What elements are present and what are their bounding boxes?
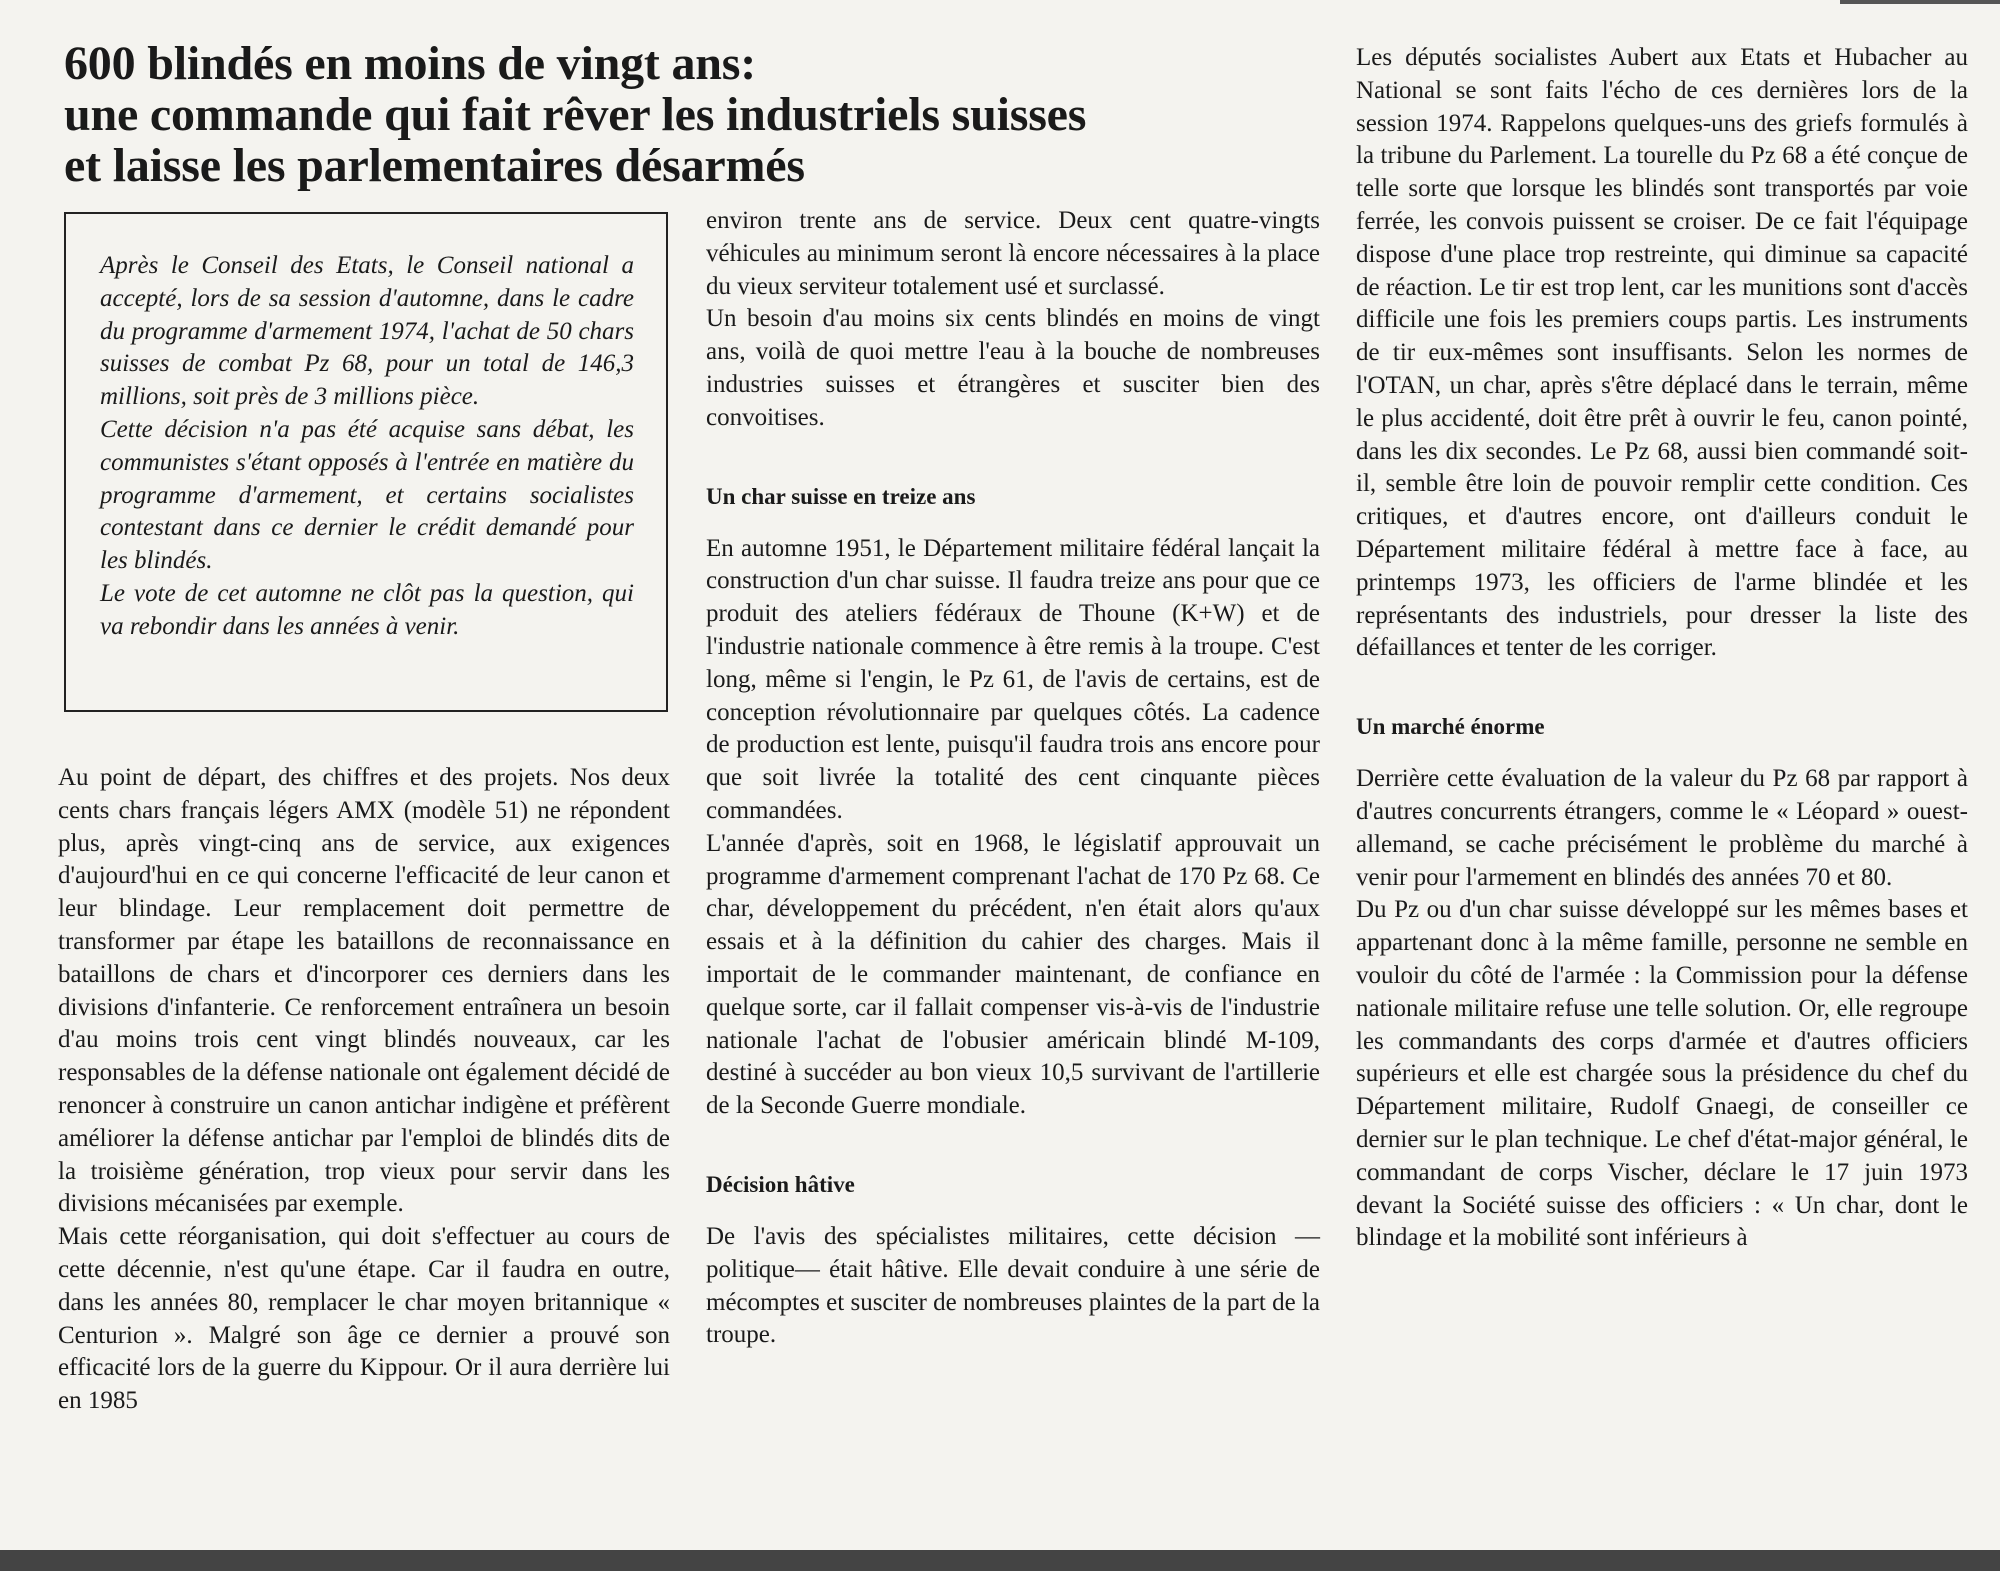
scan-bottom-edge <box>0 1550 2000 1571</box>
intro-paragraph: Cette décision n'a pas été acquise sans débat, les communistes s'étant opposés à l'entrée en matière du programme d'armement, et certains socialistes contestant dans ce dernier le crédit demandé pour les blindés. <box>100 415 634 575</box>
headline-line-2: une commande qui fait rêver les industriels suisses <box>64 88 1087 141</box>
scan-edge-mark <box>1840 0 2000 4</box>
body-paragraph: Les députés socialistes Aubert aux Etats et Hubacher au National se sont faits l'écho de ces dernières lors de la session 1974. Rappelons quelques-uns des griefs formulés à la tribune du Parlement. La tourelle du Pz 68 a été conçue de telle sorte que lorsque les blindés sont transportés par voie ferrée, les convois puissent se croiser. De ce fait l'équipage dispose d'une place trop restreinte, qui diminue sa capacité de réaction. Le tir est trop lent, car les munitions sont d'accès difficile une fois les premiers coups partis. Les instruments de tir eux-mêmes sont insuffisants. Selon les normes de l'OTAN, un char, après s'être déplacé dans le terrain, même le plus accidenté, doit être prêt à ouvrir le feu, canon pointé, dans les dix secondes. Le Pz 68, aussi bien commandé soit-il, semble être loin de pouvoir remplir cette condition. Ces critiques, et d'autres encore, ont d'ailleurs conduit le Département militaire fédéral à mettre face à face, au printemps 1973, les officiers de l'arme blindée et les représentants des industriels, pour dresser la liste des défaillances et tenter de les corriger. <box>1356 44 1968 662</box>
headline-line-3: et laisse les parlementaires désarmés <box>64 139 805 192</box>
article-column-2 <box>706 205 1320 1352</box>
body-paragraph: Au point de départ, des chiffres et des projets. Nos deux cents chars français légers AMX (modèle 51) ne répondent plus, après vingt-cinq ans de service, aux exigences d'aujourd'hui en ce qui concerne l'efficacité de leur canon et leur blindage. Leur remplacement doit permettre de transformer par étape les bataillons de reconnaissance en bataillons de chars et d'incorporer ces derniers dans les divisions d'infanterie. Ce renforcement entraînera un besoin d'au moins trois cent vingt blindés nouveaux, car les responsables de la défense nationale ont également décidé de renoncer à construire un canon antichar indigène et préfèrent améliorer la défense antichar par l'emploi de blindés dits de la troisième génération, trop vieux pour servir dans les divisions mécanisées par exemple. <box>58 764 670 1218</box>
body-paragraph: Derrière cette évaluation de la valeur du Pz 68 par rapport à d'autres concurrents étrangers, comme le « Léopard » ouest-allemand, se cache précisément le problème du marché à venir pour l'armement en blindés des années 70 et 80. <box>1356 765 1968 891</box>
body-paragraph: En automne 1951, le Département militaire fédéral lançait la construction d'un char suisse. Il faudra treize ans pour que ce produit des ateliers fédéraux de Thoune (K+W) et de l'industrie nationale commence à être remis à la troupe. C'est long, même si l'engin, le Pz 61, de l'avis de certains, est de conception révolutionnaire par quelques côtés. La cadence de production est lente, puisqu'il faudra trois ans encore pour que soit livrée la totalité des cent cinquante pièces commandées. <box>706 534 1320 824</box>
body-paragraph: L'année d'après, soit en 1968, le législatif approuvait un programme d'armement comprenant l'achat de 170 Pz 68. Ce char, développement du précédent, n'en était alors qu'aux essais et à la définition du cahier des charges. Mais il importait de le commander maintenant, de confiance en quelque sorte, car il fallait compenser vis-à-vis de l'industrie nationale l'achat de l'obusier américain blindé M-109, destiné à succéder au bon vieux 10,5 survivant de l'artillerie de la Seconde Guerre mondiale. <box>706 829 1320 1120</box>
section-heading: Décision hâtive <box>706 1171 855 1197</box>
body-paragraph: Mais cette réorganisation, qui doit s'effectuer au cours de cette décennie, n'est qu'une étape. Car il faudra en outre, dans les années 80, remplacer le char moyen britannique « Centurion ». Malgré son âge ce dernier a prouvé son efficacité lors de la guerre du Kippour. Or il aura derrière lui en 1985 <box>58 1223 670 1415</box>
body-paragraph: environ trente ans de service. Deux cent quatre-vingts véhicules au minimum seront là encore nécessaires à la place du vieux serviteur totalement usé et surclassé. <box>706 207 1320 300</box>
body-paragraph: Un besoin d'au moins six cents blindés en moins de vingt ans, voilà de quoi mettre l'eau à la bouche de nombreuses industries suisses et étrangères et susciter bien des convoitises. <box>706 305 1320 431</box>
section-heading: Un char suisse en treize ans <box>706 483 976 509</box>
intro-paragraph: Le vote de cet automne ne clôt pas la question, qui va rebondir dans les années à venir. <box>100 579 634 640</box>
intro-box <box>64 212 668 712</box>
intro-paragraph: Après le Conseil des Etats, le Conseil national a accepté, lors de sa session d'automne, dans le cadre du programme d'armement 1974, l'achat de 50 chars suisses de combat Pz 68, pour un total de 146,3 millions, soit près de 3 millions pièce. <box>100 252 634 411</box>
article-column-1 <box>58 762 670 1418</box>
body-paragraph: Du Pz ou d'un char suisse développé sur les mêmes bases et appartenant donc à la même famille, personne ne semble en vouloir du côté de l'armée : la Commission pour la défense nationale militaire refuse une telle solution. Or, elle regroupe les commandants des corps d'armée et d'autres officiers supérieurs et elle est chargée sous la présidence du chef du Département militaire, Rudolf Gnaegi, de conseiller ce dernier sur le plan technique. Le chef d'état-major général, le commandant de corps Vischer, déclare le 17 juin 1973 devant la Société suisse des officiers : « Un char, dont le blindage et la mobilité sont inférieurs à <box>1356 896 1968 1252</box>
article-headline <box>64 38 1334 191</box>
body-paragraph: De l'avis des spécialistes militaires, cette décision — politique— était hâtive. Elle devait conduire à une série de mécomptes et susciter de nombreuses plaintes de la part de la troupe. <box>706 1222 1320 1349</box>
headline-line-1: 600 blindés en moins de vingt ans: <box>64 37 757 90</box>
article-column-3 <box>1356 42 1968 1255</box>
section-heading: Un marché énorme <box>1356 714 1545 740</box>
